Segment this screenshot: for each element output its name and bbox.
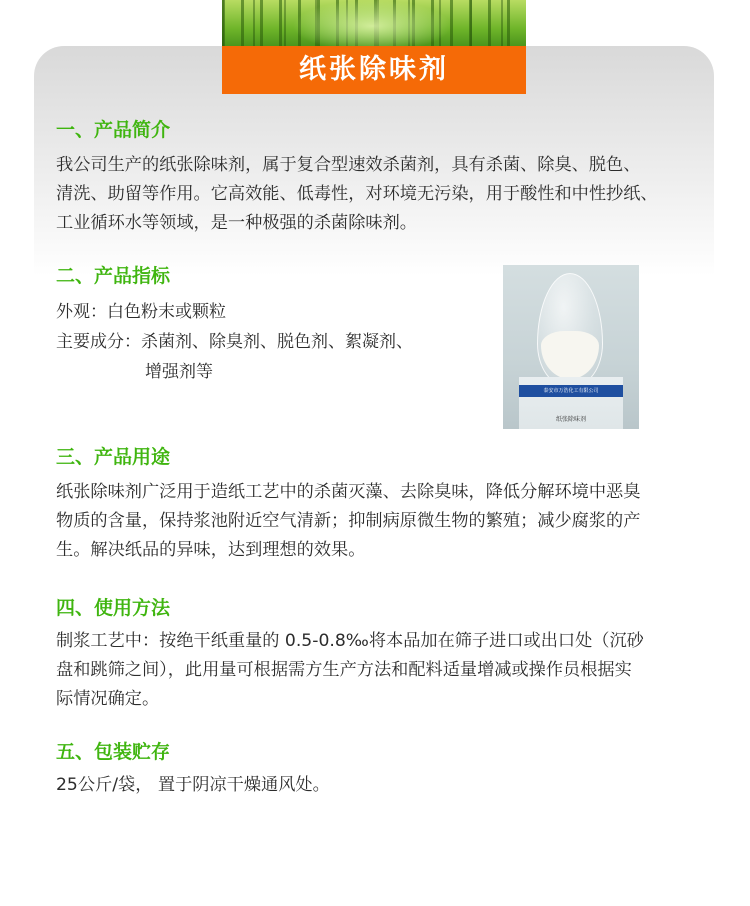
packaging-line-1: 25公斤/袋， 置于阴凉干燥通风处。 [56,775,330,795]
forest-banner-image [222,0,526,52]
stand-company-label: 泰安市万浩化工有限公司 [519,385,623,397]
product-photo [503,265,639,429]
spec-appearance: 外观：白色粉末或颗粒 [56,302,226,322]
page-title: 纸张除味剂 [222,46,526,94]
usage-line-2: 盘和跳筛之间），此用量可根据需方生产方法和配料适量增减或操作员根据实 [56,660,632,680]
spec-ingredients: 主要成分：杀菌剂、除臭剂、脱色剂、絮凝剂、 [56,332,413,352]
intro-line-2: 清洗、助留等作用。它高效能、低毒性，对环境无污染，用于酸性和中性抄纸、 [56,184,658,204]
section-heading-packaging: 五、包装贮存 [56,741,171,763]
usage-line-3: 际情况确定。 [56,689,160,709]
section-heading-specs: 二、产品指标 [56,265,171,287]
uses-line-2: 物质的含量，保持浆池附近空气清新；抑制病原微生物的繁殖；减少腐浆的产 [56,511,641,531]
uses-line-1: 纸张除味剂广泛用于造纸工艺中的杀菌灭藻、去除臭味，降低分解环境中恶臭 [56,482,641,502]
section-heading-usage: 四、使用方法 [56,597,171,619]
spec-ingredients-continued: 增强剂等 [145,362,213,382]
section-heading-uses: 三、产品用途 [56,446,171,468]
intro-line-3: 工业循环水等领域，是一种极强的杀菌除味剂。 [56,213,417,233]
uses-line-3: 生。解决纸品的异味，达到理想的效果。 [56,540,366,560]
usage-line-1: 制浆工艺中：按绝干纸重量的 0.5-0.8‰将本品加在筛子进口或出口处（沉砂 [56,631,644,651]
section-heading-intro: 一、产品简介 [56,119,171,141]
intro-line-1: 我公司生产的纸张除味剂，属于复合型速效杀菌剂，具有杀菌、除臭、脱色、 [56,155,641,175]
stand-product-label: 纸张除味剂 [555,416,586,423]
